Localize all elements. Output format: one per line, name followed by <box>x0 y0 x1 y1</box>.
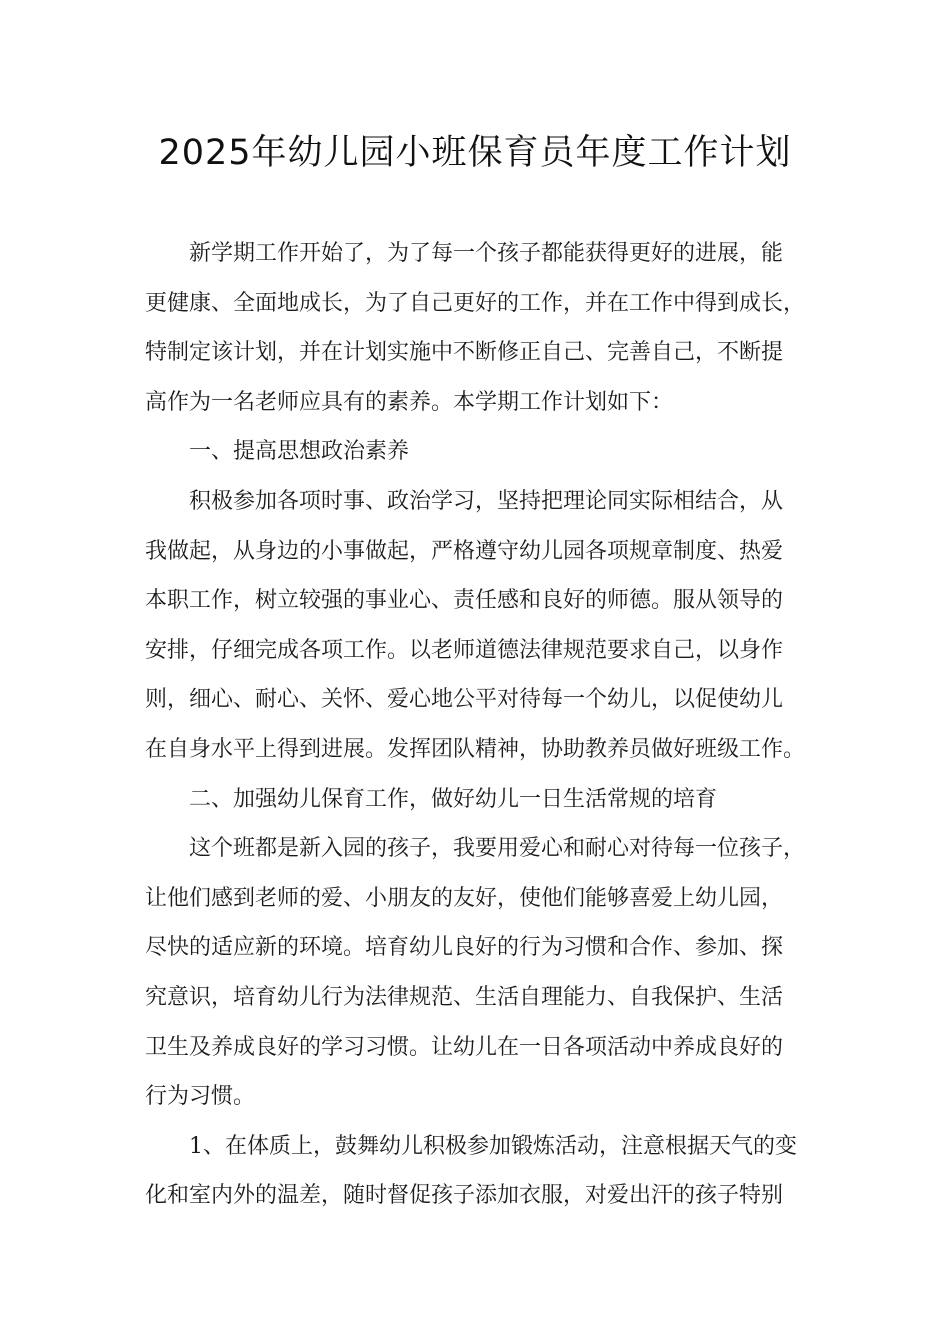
paragraph-line: 究意识，培育幼儿行为法律规范、生活自理能力、自我保护、生活 <box>145 984 784 1010</box>
paragraph-line: 这个班都是新入园的孩子，我要用爱心和耐心对待每一位孩子， <box>189 836 806 862</box>
document-title: 2025年幼儿园小班保育员年度工作计划 <box>158 133 792 173</box>
paragraph-line: 化和室内外的温差，随时督促孩子添加衣服，对爱出汗的孩子特别 <box>145 1183 784 1209</box>
paragraph-line: 在自身水平上得到进展。发挥团队精神，协助教养员做好班级工作。 <box>145 736 806 762</box>
paragraph-line: 尽快的适应新的环境。培育幼儿良好的行为习惯和合作、参加、探 <box>145 935 784 961</box>
paragraph-line: 卫生及养成良好的学习习惯。让幼儿在一日各项活动中养成良好的 <box>145 1034 784 1060</box>
paragraph-line: 我做起，从身边的小事做起，严格遵守幼儿园各项规章制度、热爱 <box>145 538 784 564</box>
paragraph-line: 本职工作，树立较强的事业心、责任感和良好的师德。服从领导的 <box>145 588 784 614</box>
paragraph-line: 新学期工作开始了，为了每一个孩子都能获得更好的进展，能 <box>189 241 784 266</box>
paragraph-line: 更健康、全面地成长，为了自己更好的工作，并在工作中得到成长， <box>145 290 806 316</box>
paragraph-line: 行为习惯。 <box>145 1084 256 1110</box>
paragraph-line: 让他们感到老师的爱、小朋友的友好，使他们能够喜爱上幼儿园， <box>145 885 784 911</box>
paragraph-line: 特制定该计划，并在计划实施中不断修正自己、完善自己，不断提 <box>145 340 784 366</box>
section-heading: 一、提高思想政治素养 <box>189 439 410 465</box>
paragraph-line: 安排，仔细完成各项工作。以老师道德法律规范要求自己，以身作 <box>145 637 784 663</box>
paragraph-line: 1、在体质上，鼓舞幼儿积极参加锻炼活动，注意根据天气的变 <box>189 1133 797 1159</box>
paragraph-line: 则，细心、耐心、关怀、爱心地公平对待每一个幼儿，以促使幼儿 <box>145 687 784 713</box>
paragraph-line: 积极参加各项时事、政治学习，坚持把理论同实际相结合，从 <box>189 488 784 514</box>
paragraph-line: 高作为一名老师应具有的素养。本学期工作计划如下： <box>145 389 674 415</box>
document-body <box>145 229 805 1221</box>
section-heading: 二、加强幼儿保育工作，做好幼儿一日生活常规的培育 <box>189 786 718 812</box>
